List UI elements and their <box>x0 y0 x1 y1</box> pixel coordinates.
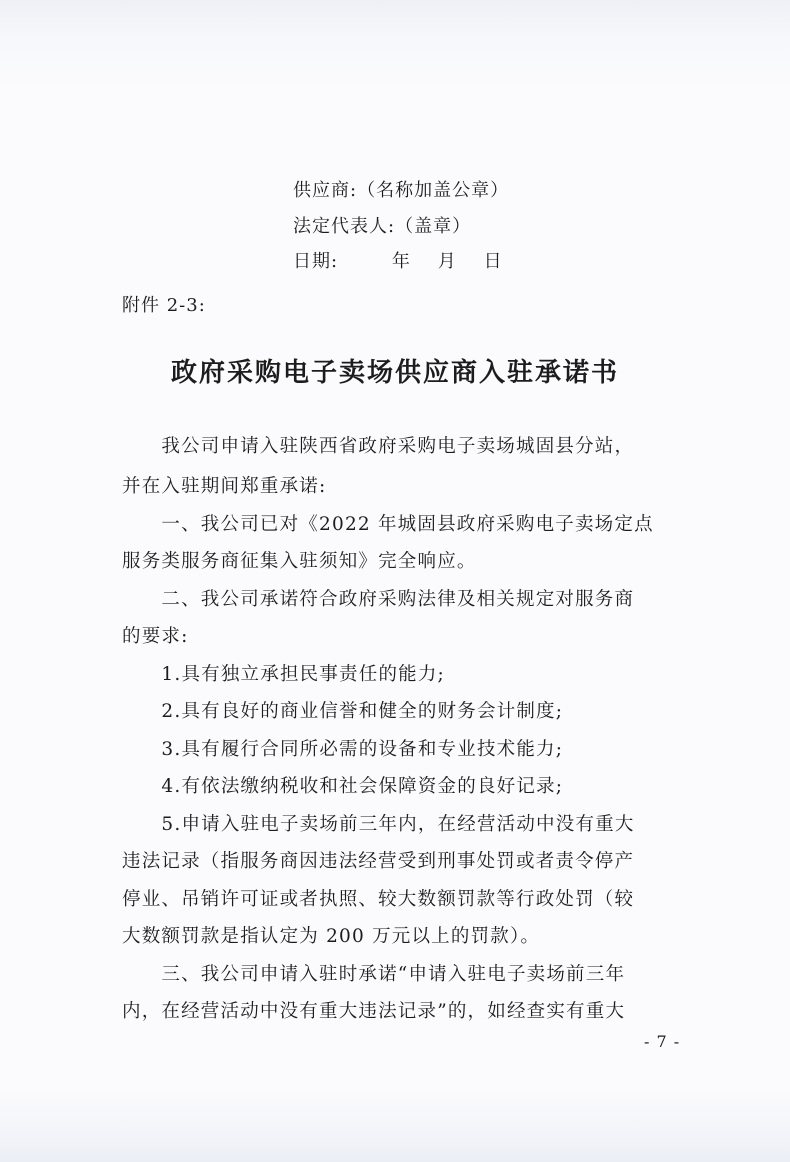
legal-representative-line: 法定代表人:（盖章） <box>293 216 472 237</box>
supplier-signature-line: 供应商:（名称加盖公章） <box>293 180 510 201</box>
attachment-label: 附件 2-3: <box>122 295 206 316</box>
body-line: 内，在经营活动中没有重大违法记录”的，如经查实有重大 <box>122 1001 626 1022</box>
body-line: 4.有依法缴纳税收和社会保障资金的良好记录; <box>122 776 564 797</box>
document-title: 政府采购电子卖场供应商入驻承诺书 <box>170 358 619 388</box>
body-line: 1.具有独立承担民事责任的能力; <box>122 664 445 685</box>
body-line: 3.具有履行合同所必需的设备和专业技术能力; <box>122 739 564 760</box>
body-line: 的要求: <box>122 626 189 647</box>
body-line: 并在入驻期间郑重承诺: <box>122 476 327 497</box>
body-line: 违法记录（指服务商因违法经营受到刑事处罚或者责令停产 <box>122 851 635 872</box>
body-line: 服务类服务商征集入驻须知》完全响应。 <box>122 551 477 572</box>
body-line: 停业、吊销许可证或者执照、较大数额罚款等行政处罚（较 <box>122 889 635 910</box>
body-line: 三、我公司申请入驻时承诺“申请入驻电子卖场前三年 <box>122 964 626 985</box>
page-number: - 7 - <box>644 1032 681 1051</box>
body-line: 一、我公司已对《2022 年城固县政府采购电子卖场定点 <box>122 514 654 535</box>
body-line: 5.申请入驻电子卖场前三年内，在经营活动中没有重大 <box>122 814 635 835</box>
body-line: 大数额罚款是指认定为 200 万元以上的罚款）。 <box>122 926 541 947</box>
body-line: 二、我公司承诺符合政府采购法律及相关规定对服务商 <box>122 589 635 610</box>
date-line: 日期: 年 月 日 <box>293 251 503 272</box>
body-line: 我公司申请入驻陕西省政府采购电子卖场城固县分站， <box>122 436 635 457</box>
body-line: 2.具有良好的商业信誉和健全的财务会计制度; <box>122 701 564 722</box>
